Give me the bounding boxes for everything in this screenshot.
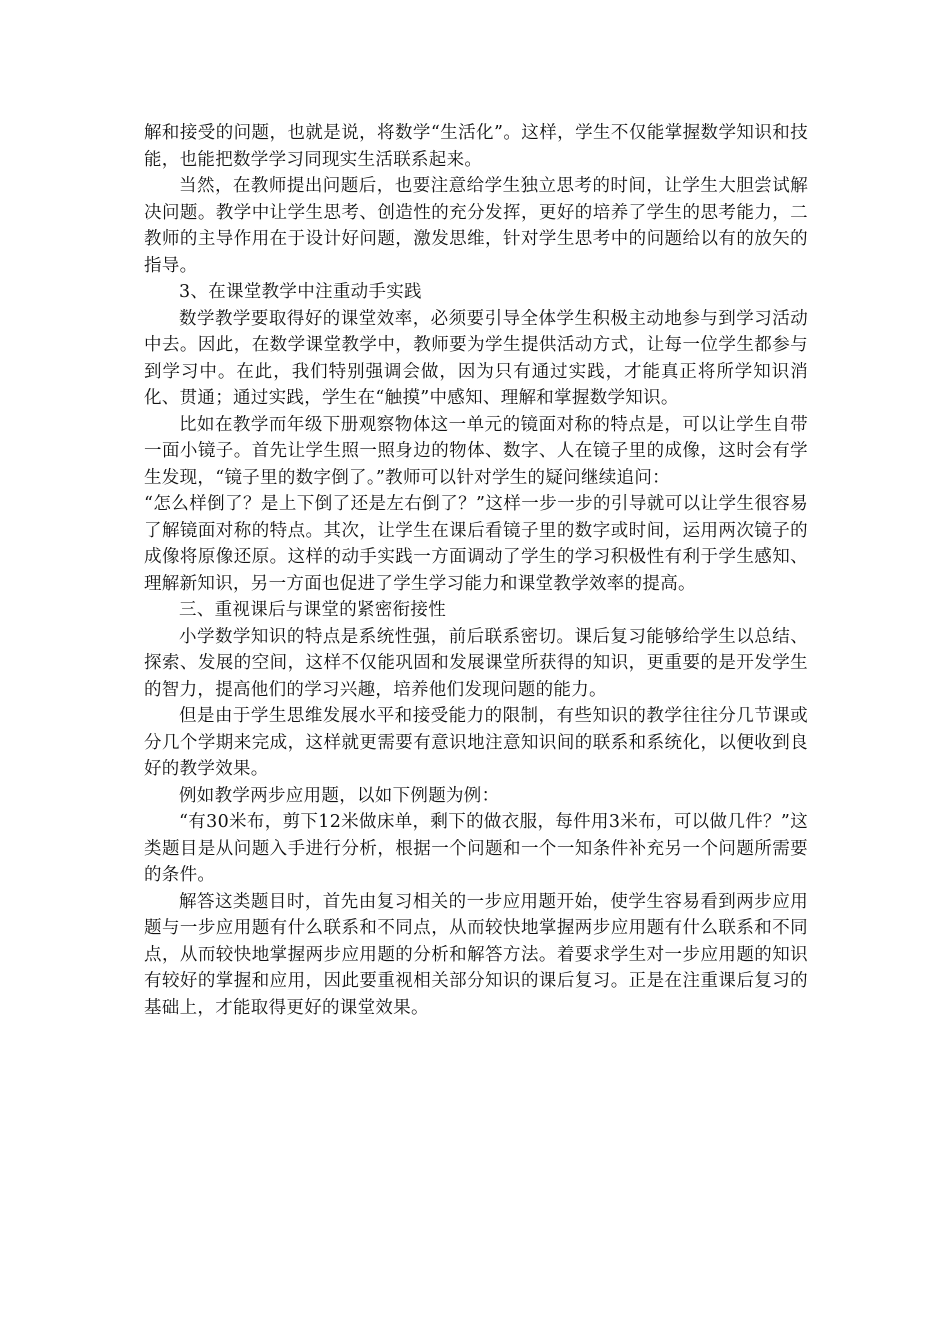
- section-heading: 3、在课堂教学中注重动手实践: [179, 282, 422, 302]
- paragraph: “怎么样倒了？是上下倒了还是左右倒了？”这样一步一步的引导就可以让学生很容易了解镜面对称的特点。其次，让学生在课后看镜子里的数字或时间，运用两次镜子的成像将原像还原。这样的动手实践一方面调动了学生的学习积极性有利于学生感知、理解新知识，另一方面也促进了学生学习能力和课堂教学效率的提高。: [144, 494, 808, 594]
- paragraph: 例如教学两步应用题，以如下例题为例：: [179, 785, 500, 806]
- document-body: [144, 120, 808, 1021]
- paragraph: 解和接受的问题，也就是说，将数学“生活化”。这样，学生不仅能掌握数学知识和技能，也能把数学学习同现实生活联系起来。: [144, 123, 808, 170]
- paragraph: 比如在教学而年级下册观察物体这一单元的镜面对称的特点是，可以让学生自带一面小镜子。首先让学生照一照身边的物体、数字、人在镜子里的成像，这时会有学生发现，“镜子里的数字倒了。”教师可以针对学生的疑问继续追问：: [144, 414, 808, 488]
- paragraph: 数学教学要取得好的课堂效率，必须要引导全体学生积极主动地参与到学习活动中去。因此，在数学课堂教学中，教师要为学生提供活动方式，让每一位学生都参与到学习中。在此，我们特别强调会做，因为只有通过实践，才能真正将所学知识消化、贯通；通过实践，学生在“触摸”中感知、理解和掌握数学知识。: [144, 308, 808, 408]
- example-problem: “有30米布，剪下12米做床单，剩下的做衣服，每件用3米布，可以做几件？”这类题目是从问题入手进行分析，根据一个问题和一个一知条件补充另一个问题所需要的条件。: [144, 812, 808, 885]
- section-heading: 三、重视课后与课堂的紧密衔接性: [179, 600, 446, 620]
- paragraph: 解答这类题目时，首先由复习相关的一步应用题开始，使学生容易看到两步应用题与一步应用题有什么联系和不同点，从而较快地掌握两步应用题有什么联系和不同点，从而较快地掌握两步应用题的分析和解答方法。着要求学生对一步应用题的知识有较好的掌握和应用，因此要重视相关部分知识的课后复习。正是在注重课后复习的基础上，才能取得更好的课堂效果。: [144, 891, 808, 1018]
- paragraph: 当然，在教师提出问题后，也要注意给学生独立思考的时间，让学生大胆尝试解决问题。教学中让学生思考、创造性的充分发挥，更好的培养了学生的思考能力，二教师的主导作用在于设计好问题，激发思维，针对学生思考中的问题给以有的放矢的指导。: [144, 176, 808, 276]
- paragraph: 但是由于学生思维发展水平和接受能力的限制，有些知识的教学往往分几节课或分几个学期来完成，这样就更需要有意识地注意知识间的联系和系统化，以便收到良好的教学效果。: [144, 706, 808, 779]
- paragraph: 小学数学知识的特点是系统性强，前后联系密切。课后复习能够给学生以总结、探索、发展的空间，这样不仅能巩固和发展课堂所获得的知识，更重要的是开发学生的智力，提高他们的学习兴趣，培养他们发现问题的能力。: [144, 626, 808, 700]
